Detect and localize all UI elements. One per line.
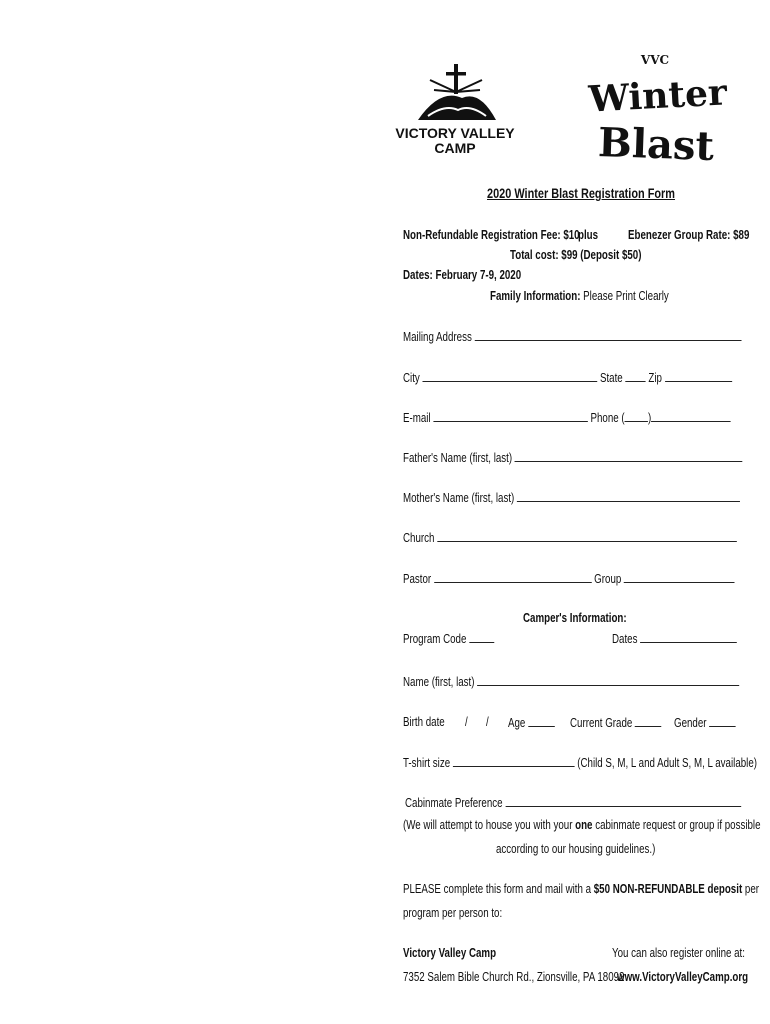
pastor-label: Pastor <box>403 572 432 586</box>
camper-dates-label: Dates <box>612 632 638 646</box>
website-link[interactable]: www.VictoryValleyCamp.org <box>617 970 749 984</box>
instructions-line1 <box>403 882 759 896</box>
age-row <box>508 715 555 730</box>
cabinmate-note-a: (We will attempt to house you with your <box>403 818 576 832</box>
father-row <box>403 450 743 465</box>
camp-logo-line1: VICTORY VALLEY <box>395 125 515 141</box>
city-field[interactable] <box>423 370 598 382</box>
instructions-line2: program per person to: <box>403 906 503 920</box>
blast-logo-line1: Winter <box>587 71 728 121</box>
grade-row <box>570 715 662 730</box>
age-label: Age <box>508 716 526 730</box>
gender-row <box>674 715 736 730</box>
phone-area-field[interactable] <box>625 410 648 422</box>
form-title: 2020 Winter Blast Registration Form <box>487 185 676 201</box>
mailing-address-field[interactable] <box>475 329 742 341</box>
church-label: Church <box>403 531 435 545</box>
birth-date-label: Birth date <box>403 715 445 729</box>
cabinmate-row <box>405 795 741 810</box>
cabinmate-note-c: according to our housing guidelines.) <box>496 842 656 856</box>
camper-name-row <box>403 674 739 689</box>
phone-label: Phone ( <box>590 411 625 425</box>
church-row <box>403 530 737 545</box>
family-heading-note: Please Print Clearly <box>580 289 669 303</box>
gender-field[interactable] <box>709 715 736 727</box>
victory-valley-camp-logo <box>395 60 515 160</box>
phone-field[interactable] <box>651 410 731 422</box>
tshirt-note: (Child S, M, L and Adult S, M, L available) <box>577 756 757 770</box>
camper-name-label: Name (first, last) <box>403 675 475 689</box>
cabinmate-label: Cabinmate Preference <box>405 796 503 810</box>
fee-plus: plus <box>578 228 599 242</box>
grade-label: Current Grade <box>570 716 633 730</box>
blast-logo-line2: Blast <box>597 118 715 171</box>
cabinmate-note-bold: one <box>575 818 593 832</box>
group-field[interactable] <box>624 571 735 583</box>
program-code-field[interactable] <box>469 631 494 643</box>
cabinmate-note-b: cabinmate request or group if possible <box>592 818 761 832</box>
registration-fee: Non-Refundable Registration Fee: $10 <box>403 228 580 242</box>
cabinmate-field[interactable] <box>505 795 741 807</box>
mailing-address-row <box>403 329 741 344</box>
camper-info-heading: Camper's Information: <box>523 611 627 625</box>
city-state-zip-row <box>403 370 732 385</box>
family-heading-bold: Family Information: <box>490 289 581 303</box>
camp-name: Victory Valley Camp <box>403 946 497 960</box>
cabinmate-note <box>403 818 761 832</box>
camper-dates-field[interactable] <box>640 631 737 643</box>
age-field[interactable] <box>528 715 555 727</box>
please-bold: $50 NON-REFUNDABLE deposit <box>593 882 743 896</box>
event-dates: Dates: February 7-9, 2020 <box>403 268 522 282</box>
pastor-group-row <box>403 571 735 586</box>
blast-logo-top: VVC <box>640 53 670 67</box>
camp-logo-line2: CAMP <box>434 140 476 156</box>
birth-slash-1: / <box>465 715 468 729</box>
birth-slash-2: / <box>486 715 489 729</box>
tshirt-label: T-shirt size <box>403 756 451 770</box>
total-cost: Total cost: $99 (Deposit $50) <box>510 248 642 262</box>
pastor-field[interactable] <box>434 571 592 583</box>
zip-label: Zip <box>648 371 662 385</box>
father-name-label: Father's Name (first, last) <box>403 451 513 465</box>
tshirt-field[interactable] <box>453 755 575 767</box>
zip-field[interactable] <box>665 370 732 382</box>
church-field[interactable] <box>437 530 737 542</box>
mailing-address-label: Mailing Address <box>403 330 472 344</box>
online-note: You can also register online at: <box>612 946 745 960</box>
program-code-label: Program Code <box>403 632 467 646</box>
please-a: PLEASE complete this form and mail with a <box>403 882 594 896</box>
phone-close: ) <box>648 411 652 425</box>
grade-field[interactable] <box>635 715 662 727</box>
tshirt-row <box>403 755 757 770</box>
email-field[interactable] <box>433 410 587 422</box>
state-label: State <box>599 371 623 385</box>
email-label: E-mail <box>403 411 431 425</box>
camper-name-field[interactable] <box>477 674 739 686</box>
mother-name-field[interactable] <box>517 490 740 502</box>
please-b: per <box>742 882 759 896</box>
email-phone-row <box>403 410 731 425</box>
family-info-heading <box>490 289 669 303</box>
group-label: Group <box>594 572 622 586</box>
winter-blast-logo <box>587 50 728 171</box>
mother-row <box>403 490 740 505</box>
state-field[interactable] <box>625 370 645 382</box>
gender-label: Gender <box>674 716 707 730</box>
camper-dates-row <box>612 631 737 646</box>
camp-address: 7352 Salem Bible Church Rd., Zionsville, PA 18092 <box>403 970 625 984</box>
program-code-row <box>403 631 494 646</box>
father-name-field[interactable] <box>515 450 743 462</box>
city-label: City <box>403 371 420 385</box>
mother-name-label: Mother's Name (first, last) <box>403 491 515 505</box>
group-rate: Ebenezer Group Rate: $89 <box>628 228 750 242</box>
